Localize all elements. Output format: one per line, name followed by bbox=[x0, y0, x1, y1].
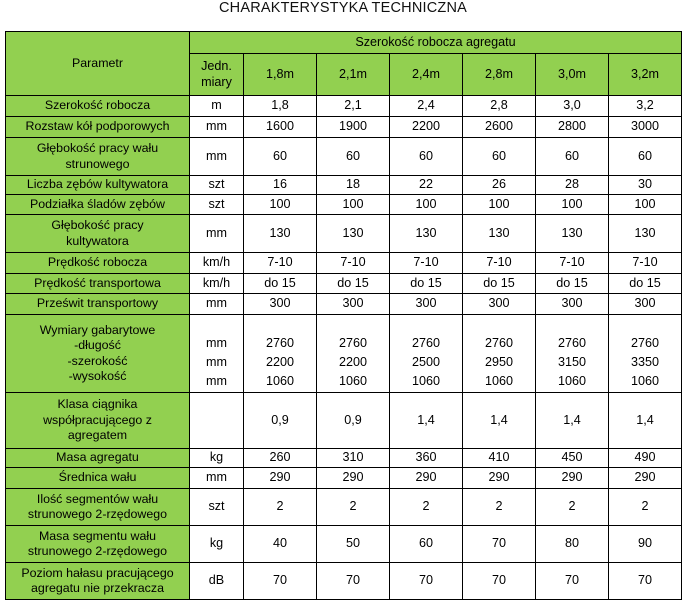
param-label: współpracującego z bbox=[43, 412, 152, 427]
table-row bbox=[6, 449, 682, 468]
param-label: Szerokość robocza bbox=[44, 98, 151, 113]
value-cell: 1600 bbox=[244, 117, 317, 138]
value-cell: 7-10 bbox=[536, 253, 609, 274]
param-cell bbox=[6, 315, 190, 393]
value-cell: 290 bbox=[317, 468, 390, 489]
value-cell: 1900 bbox=[317, 117, 390, 138]
value-cell: 100 bbox=[463, 195, 536, 215]
value-cell: 100 bbox=[317, 195, 390, 215]
value-cell: 7-10 bbox=[244, 253, 317, 274]
unit-cell: km/h bbox=[190, 274, 244, 294]
param-cell bbox=[6, 176, 190, 195]
param-cell bbox=[6, 96, 190, 117]
param-label: Masa agregatu bbox=[56, 450, 139, 465]
header-unit-line: miary bbox=[201, 74, 232, 89]
unit-cell: szt bbox=[190, 489, 244, 526]
value-cell: 2600 bbox=[463, 117, 536, 138]
table-row bbox=[6, 117, 682, 138]
value-cell: do 15 bbox=[317, 274, 390, 294]
value-cell: do 15 bbox=[463, 274, 536, 294]
param-label: Głębokość pracy wału bbox=[36, 141, 159, 155]
param-label: Poziom hałasu pracującego bbox=[21, 565, 174, 580]
param-label: Prędkość transportowa bbox=[34, 275, 161, 290]
table-row bbox=[6, 393, 682, 449]
header-width-cell: 3,0m bbox=[536, 54, 609, 96]
dimension-value: 2760 bbox=[411, 336, 441, 350]
table-row bbox=[6, 176, 682, 195]
value-cell: 290 bbox=[463, 468, 536, 489]
value-cell: 50 bbox=[317, 526, 390, 563]
value-cell: 70 bbox=[609, 563, 682, 600]
unit-cell: mm bbox=[190, 294, 244, 315]
table-row bbox=[6, 563, 682, 600]
value-cell: 60 bbox=[390, 138, 463, 176]
value-cell: 300 bbox=[463, 294, 536, 315]
dimension-value: 1060 bbox=[484, 374, 514, 388]
dimension-value: 1060 bbox=[631, 374, 660, 388]
value-cell: 300 bbox=[609, 294, 682, 315]
table-row bbox=[6, 468, 682, 489]
unit-label: mm bbox=[206, 336, 227, 350]
dimension-value: 1060 bbox=[411, 374, 441, 388]
value-cell: 1,4 bbox=[536, 393, 609, 449]
param-label: agregatu nie przekracza bbox=[31, 581, 164, 595]
spec-table bbox=[5, 31, 682, 600]
header-width-cell: 2,4m bbox=[390, 54, 463, 96]
param-label: strunowego bbox=[65, 156, 130, 171]
unit-cell: szt bbox=[190, 195, 244, 215]
table-row bbox=[6, 96, 682, 117]
value-cell: 2 bbox=[317, 489, 390, 526]
value-cell: 70 bbox=[536, 563, 609, 600]
param-label: Klasa ciągnika bbox=[57, 397, 138, 412]
param-cell bbox=[6, 117, 190, 138]
value-cell: 260 bbox=[244, 449, 317, 468]
dimensions-row bbox=[6, 315, 682, 393]
unit-cell: mm bbox=[190, 215, 244, 253]
value-cell: 130 bbox=[536, 215, 609, 253]
param-label: strunowego 2-rzędowego bbox=[27, 507, 168, 521]
unit-cell: dB bbox=[190, 563, 244, 600]
value-cell bbox=[463, 315, 536, 393]
unit-label: mm bbox=[206, 374, 227, 388]
value-cell: 30 bbox=[609, 176, 682, 195]
dimension-value: 2760 bbox=[631, 336, 660, 350]
value-cell: 100 bbox=[244, 195, 317, 215]
value-cell: 18 bbox=[317, 176, 390, 195]
header-param-cell: Parametr bbox=[6, 32, 190, 96]
param-cell bbox=[6, 253, 190, 274]
dimension-value: 3350 bbox=[631, 355, 660, 369]
param-label: Głębokość pracy bbox=[51, 218, 144, 232]
header-width-cell: 2,8m bbox=[463, 54, 536, 96]
value-cell: 90 bbox=[609, 526, 682, 563]
param-cell bbox=[6, 526, 190, 563]
param-label: Średnica wału bbox=[58, 470, 137, 485]
value-cell: 60 bbox=[536, 138, 609, 176]
spec-table-body bbox=[6, 32, 682, 600]
param-cell bbox=[6, 563, 190, 600]
value-cell: 70 bbox=[390, 563, 463, 600]
dimension-value: 2760 bbox=[265, 336, 295, 350]
dimension-value: 2200 bbox=[265, 355, 295, 369]
unit-cell: mm bbox=[190, 138, 244, 176]
param-label: -wysokość bbox=[68, 369, 127, 383]
table-row bbox=[6, 489, 682, 526]
table-row bbox=[6, 195, 682, 215]
param-cell bbox=[6, 274, 190, 294]
unit-cell: km/h bbox=[190, 253, 244, 274]
value-cell: 22 bbox=[390, 176, 463, 195]
dimension-value: 1060 bbox=[265, 374, 295, 388]
param-label: Podziałka śladów zębów bbox=[30, 196, 165, 211]
value-cell bbox=[317, 315, 390, 393]
value-cell: 290 bbox=[536, 468, 609, 489]
value-cell: 70 bbox=[463, 563, 536, 600]
unit-cell: mm bbox=[190, 117, 244, 138]
header-width-cell: 1,8m bbox=[244, 54, 317, 96]
header-unit-cell bbox=[190, 54, 244, 96]
value-cell: 290 bbox=[244, 468, 317, 489]
param-label: Wymiary gabarytowe bbox=[39, 322, 156, 337]
value-cell: 26 bbox=[463, 176, 536, 195]
dimension-value: 2950 bbox=[484, 355, 514, 369]
value-cell: 7-10 bbox=[390, 253, 463, 274]
value-cell: 2 bbox=[463, 489, 536, 526]
value-cell: 300 bbox=[244, 294, 317, 315]
unit-cell: mm bbox=[190, 468, 244, 489]
value-cell: 1,4 bbox=[609, 393, 682, 449]
unit-cell: m bbox=[190, 96, 244, 117]
value-cell: 450 bbox=[536, 449, 609, 468]
param-cell bbox=[6, 393, 190, 449]
unit-cell bbox=[190, 393, 244, 449]
value-cell: 0,9 bbox=[317, 393, 390, 449]
value-cell: 130 bbox=[317, 215, 390, 253]
value-cell: 80 bbox=[536, 526, 609, 563]
table-row bbox=[6, 215, 682, 253]
param-label: agregatem bbox=[67, 428, 128, 443]
value-cell: 290 bbox=[609, 468, 682, 489]
header-group-cell: Szerokość robocza agregatu bbox=[190, 32, 682, 54]
value-cell bbox=[536, 315, 609, 393]
value-cell bbox=[609, 315, 682, 393]
value-cell: 3000 bbox=[609, 117, 682, 138]
dimension-value: 2760 bbox=[484, 336, 514, 350]
param-cell bbox=[6, 294, 190, 315]
param-label: strunowego 2-rzędowego bbox=[27, 544, 168, 558]
value-cell: 2,1 bbox=[317, 96, 390, 117]
param-label: Liczba zębów kultywatora bbox=[26, 177, 169, 192]
value-cell bbox=[244, 315, 317, 393]
value-cell: 60 bbox=[463, 138, 536, 176]
value-cell: 100 bbox=[609, 195, 682, 215]
param-cell bbox=[6, 468, 190, 489]
value-cell: 2 bbox=[244, 489, 317, 526]
value-cell: 2 bbox=[536, 489, 609, 526]
value-cell: 3,0 bbox=[536, 96, 609, 117]
value-cell: 2800 bbox=[536, 117, 609, 138]
value-cell: 490 bbox=[609, 449, 682, 468]
param-label: -długość bbox=[74, 338, 121, 352]
page-title: CHARAKTERYSTYKA TECHNICZNA bbox=[219, 0, 467, 16]
value-cell: 300 bbox=[536, 294, 609, 315]
dimension-value: 1060 bbox=[557, 374, 587, 388]
value-cell: 70 bbox=[317, 563, 390, 600]
value-cell: 1,4 bbox=[390, 393, 463, 449]
value-cell: 2 bbox=[390, 489, 463, 526]
value-cell: 0,9 bbox=[244, 393, 317, 449]
value-cell: 2200 bbox=[390, 117, 463, 138]
param-cell bbox=[6, 138, 190, 176]
param-label: -szerokość bbox=[67, 353, 128, 368]
value-cell: 130 bbox=[609, 215, 682, 253]
dimension-value: 2760 bbox=[338, 336, 368, 350]
value-cell bbox=[390, 315, 463, 393]
param-label: kultywatora bbox=[66, 233, 129, 248]
value-cell: 7-10 bbox=[317, 253, 390, 274]
value-cell: 360 bbox=[390, 449, 463, 468]
header-width-cell: 2,1m bbox=[317, 54, 390, 96]
unit-cell: kg bbox=[190, 526, 244, 563]
value-cell: 100 bbox=[390, 195, 463, 215]
param-label: Ilość segmentów wału bbox=[36, 491, 159, 506]
value-cell: do 15 bbox=[536, 274, 609, 294]
dimension-value: 2200 bbox=[338, 355, 368, 369]
value-cell: 410 bbox=[463, 449, 536, 468]
value-cell: 290 bbox=[390, 468, 463, 489]
value-cell: 100 bbox=[536, 195, 609, 215]
header-unit-line: Jedn. bbox=[201, 59, 232, 73]
value-cell: 28 bbox=[536, 176, 609, 195]
value-cell: do 15 bbox=[244, 274, 317, 294]
value-cell: 7-10 bbox=[463, 253, 536, 274]
value-cell: 1,8 bbox=[244, 96, 317, 117]
param-label: Prześwit transportowy bbox=[36, 296, 159, 311]
value-cell: 16 bbox=[244, 176, 317, 195]
dimension-value: 2500 bbox=[411, 355, 441, 369]
value-cell: 60 bbox=[317, 138, 390, 176]
value-cell: 2 bbox=[609, 489, 682, 526]
value-cell: 1,4 bbox=[463, 393, 536, 449]
table-row bbox=[6, 253, 682, 274]
param-cell bbox=[6, 195, 190, 215]
value-cell: 300 bbox=[317, 294, 390, 315]
value-cell: 60 bbox=[390, 526, 463, 563]
dimension-value: 2760 bbox=[557, 336, 587, 350]
unit-label: mm bbox=[206, 355, 227, 369]
param-cell bbox=[6, 489, 190, 526]
value-cell: 70 bbox=[244, 563, 317, 600]
value-cell: 130 bbox=[463, 215, 536, 253]
value-cell: do 15 bbox=[390, 274, 463, 294]
value-cell: 2,4 bbox=[390, 96, 463, 117]
value-cell: 130 bbox=[390, 215, 463, 253]
header-row-1 bbox=[6, 32, 682, 54]
header-width-cell: 3,2m bbox=[609, 54, 682, 96]
unit-cell: szt bbox=[190, 176, 244, 195]
param-label: Masa segmentu wału bbox=[38, 528, 157, 543]
value-cell: 60 bbox=[244, 138, 317, 176]
table-row bbox=[6, 274, 682, 294]
table-row bbox=[6, 138, 682, 176]
param-label: Rozstaw kół podporowych bbox=[25, 119, 170, 134]
value-cell: 2,8 bbox=[463, 96, 536, 117]
value-cell: 7-10 bbox=[609, 253, 682, 274]
value-cell: 310 bbox=[317, 449, 390, 468]
table-row bbox=[6, 526, 682, 563]
dimension-value: 1060 bbox=[338, 374, 368, 388]
unit-cell: kg bbox=[190, 449, 244, 468]
param-cell bbox=[6, 215, 190, 253]
param-cell bbox=[6, 449, 190, 468]
value-cell: 40 bbox=[244, 526, 317, 563]
unit-cell bbox=[190, 315, 244, 393]
dimension-value: 3150 bbox=[557, 355, 587, 369]
value-cell: 60 bbox=[609, 138, 682, 176]
value-cell: 3,2 bbox=[609, 96, 682, 117]
value-cell: do 15 bbox=[609, 274, 682, 294]
value-cell: 300 bbox=[390, 294, 463, 315]
value-cell: 70 bbox=[463, 526, 536, 563]
table-row bbox=[6, 294, 682, 315]
value-cell: 130 bbox=[244, 215, 317, 253]
param-label: Prędkość robocza bbox=[47, 255, 148, 270]
